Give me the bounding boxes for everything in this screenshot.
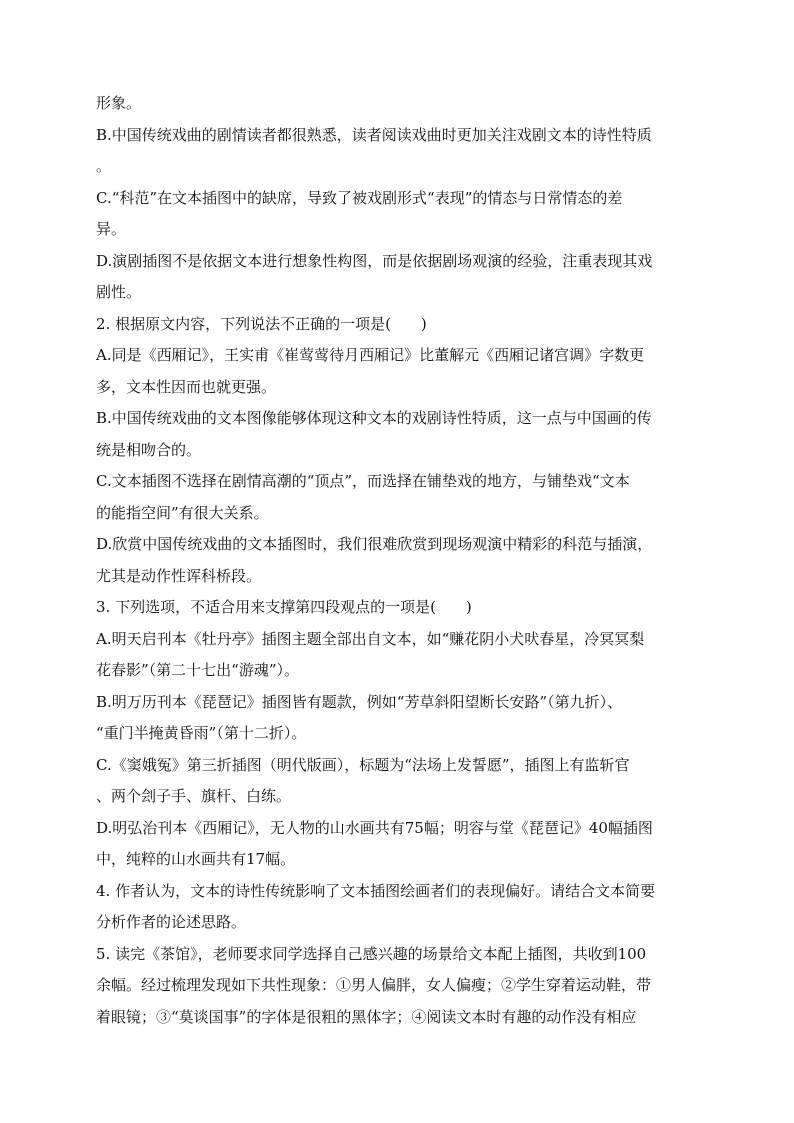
text-line-30: 着眼镜；③“莫谈国事”的字体是很粗的黑体字；④阅读文本时有趣的动作没有相应: [96, 1007, 637, 1026]
text-line-16: 尤其是动作性诨科桥段。: [96, 566, 262, 585]
text-line-22: C.《窦娥冤》第三折插图（明代版画），标题为“法场上发誓愿”，插图上有监斩官: [96, 755, 630, 774]
text-line-13: C.文本插图不选择在剧情高潮的“顶点”，而选择在铺垫戏的地方，与铺垫戏“文本: [96, 472, 630, 490]
document-body: [96, 88, 702, 1033]
text-line-5: 异。: [96, 220, 127, 238]
text-line-20: B.明万历刊本《琵琶记》插图皆有题款，例如“芳草斜阳望断长安路”（第九折）、: [96, 692, 623, 711]
text-line-7: 剧性。: [96, 283, 142, 301]
text-line-10: 多，文本性因而也就更强。: [96, 377, 277, 396]
text-line-21: “重门半掩黄昏雨”（第十二折）。: [96, 724, 307, 742]
text-line-23: 、两个刽子手、旗杆、白练。: [96, 787, 292, 805]
text-line-12: 统是相吻合的。: [96, 440, 202, 459]
text-line-15: D.欣赏中国传统戏曲的文本插图时，我们很难欣赏到现场观演中精彩的科范与插演，: [96, 535, 653, 553]
question-2-stem: 2. 根据原文内容，下列说法不正确的一项是( ): [96, 314, 427, 333]
question-5-stem: 5. 读完《茶馆》，老师要求同学选择自己感兴趣的场景给文本配上插图，共收到100: [96, 944, 647, 963]
text-line-24: D.明弘治刊本《西厢记》，无人物的山水画共有75幅；明容与堂《琵琶记》40幅插图: [96, 818, 653, 837]
text-line-1: 形象。: [96, 94, 142, 112]
text-line-25: 中，纯粹的山水画共有17幅。: [96, 850, 296, 868]
text-line-3: 。: [96, 157, 112, 175]
text-line-2: B.中国传统戏曲的剧情读者都很熟悉，读者阅读戏曲时更加关注戏剧文本的诗性特质: [96, 125, 652, 144]
text-line-27: 分析作者的论述思路。: [96, 913, 247, 931]
text-line-19: 花春影”（第二十七出“游魂”）。: [96, 661, 300, 679]
text-line-14: 的能指空间”有很大关系。: [96, 503, 269, 522]
text-line-29: 余幅。经过梳理发现如下共性现象：①男人偏胖，女人偏瘦；②学生穿着运动鞋，带: [96, 976, 652, 994]
text-line-9: A.同是《西厢记》，王实甫《崔莺莺待月西厢记》比董解元《西厢记诸宫调》字数更: [96, 346, 645, 364]
question-3-stem: 3. 下列选项，不适合用来支撑第四段观点的一项是( ): [96, 598, 472, 616]
text-line-18: A.明天启刊本《牡丹亭》插图主题全部出自文本，如“赚花阴小犬吠春星，冷冥冥梨: [96, 629, 645, 648]
text-line-4: C.“科范”在文本插图中的缺席，导致了被戏剧形式“表现”的情态与日常情态的差: [96, 188, 623, 207]
text-line-11: B.中国传统戏曲的文本图像能够体现这种文本的戏剧诗性特质，这一点与中国画的传: [96, 409, 652, 427]
question-4-stem: 4. 作者认为，文本的诗性传统影响了文本插图绘画者们的表现偏好。请结合文本简要: [96, 881, 656, 900]
text-line-6: D.演剧插图不是依据文本进行想象性构图，而是依据剧场观演的经验，注重表现其戏: [96, 251, 653, 270]
